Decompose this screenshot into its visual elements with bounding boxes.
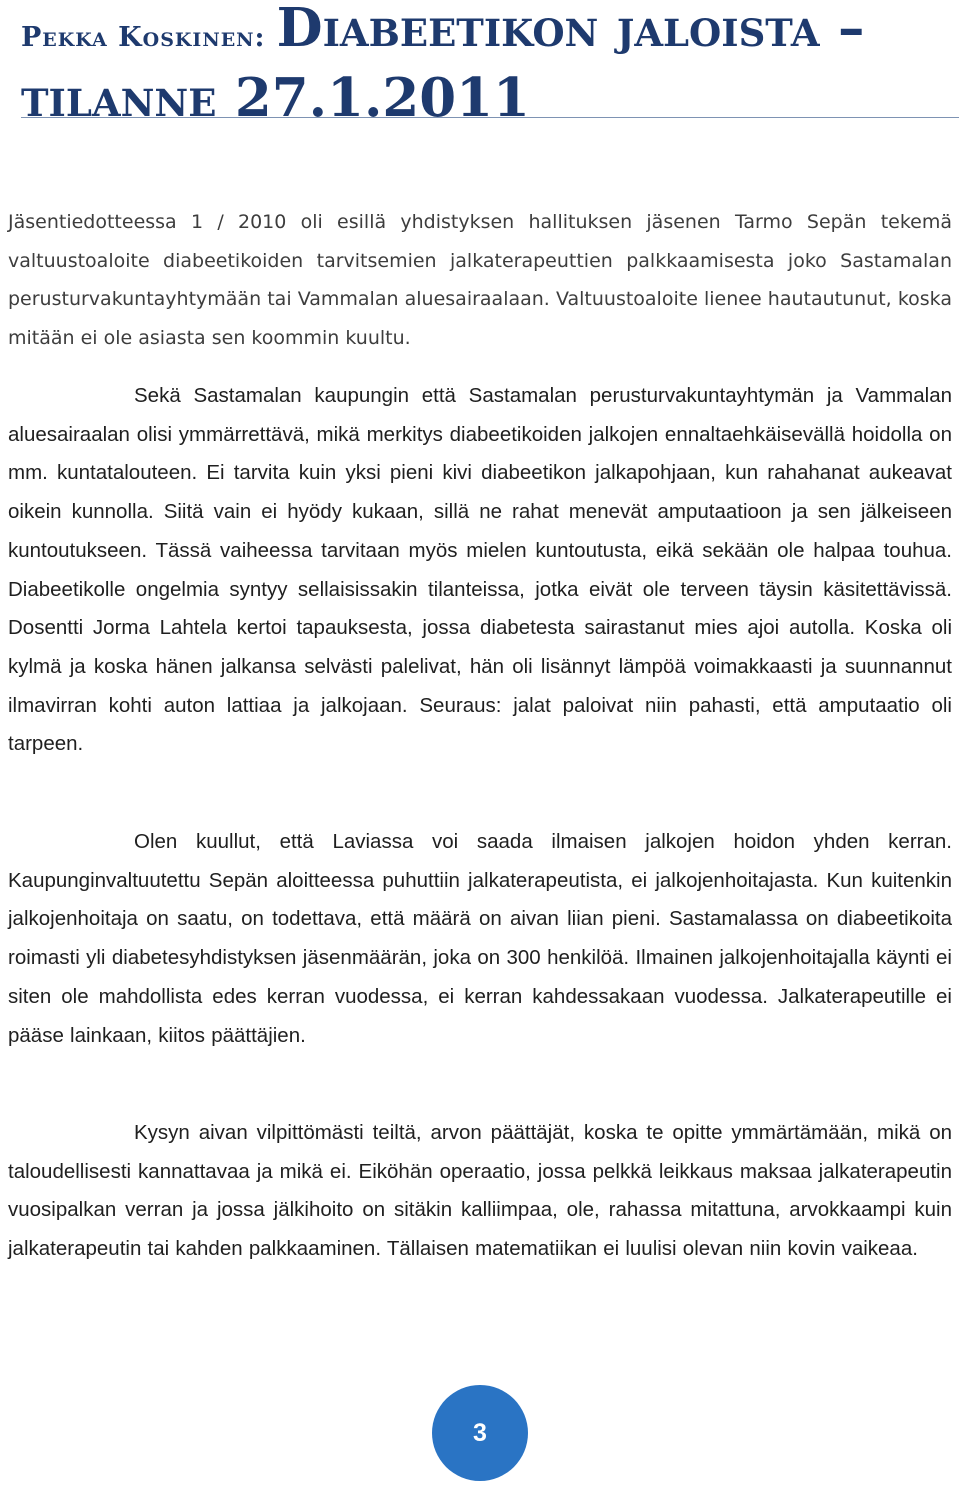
- article-title: [21, 0, 959, 135]
- author-name: Pekka Koskinen:: [21, 22, 266, 53]
- title-divider: [21, 117, 959, 118]
- article-header: [21, 0, 959, 129]
- body-paragraph-1: Sekä Sastamalan kaupungin että Sastamalan perusturvakuntayhtymän ja Vammalan aluesairaalan olisi ymmärrettävä, mikä merkitys diabeetikoiden jalkojen ennaltaehkäisevällä hoidolla on mm. kuntatalouteen. Ei tarvita kuin yksi pieni kivi diabeetikon jalkapohjaan, kun rahahanat aukeavat oikein kunnolla. Siitä vain ei hyödy kukaan, sillä ne rahat menevät amputaatioon ja sen jälkeiseen kuntoutukseen. Tässä vaiheessa tarvitaan myös mielen kuntoutusta, eikä sekään ole halpaa touhua. Diabeetikolle ongelmia syntyy sellaisissakin tilanteissa, jotka eivät ole terveen täysin käsitettävissä. Dosentti Jorma Lahtela kertoi tapauksesta, jossa diabetesta sairastanut mies ajoi autolla. Koska oli kylmä ja koska hänen jalkansa selvästi palelivat, hän oli lisännyt lämpöä voimakkaasti ja suunnannut ilmavirran kohti auton lattiaa ja jalkojaan. Seuraus: jalat paloivat niin pahasti, että amputaatio oli tarpeen.: [8, 384, 952, 756]
- title-text: Diabeetikon jaloista – tilanne 27.1.2011: [21, 0, 865, 129]
- intro-paragraph: Jäsentiedotteessa 1 / 2010 oli esillä yhdistyksen hallituksen jäsenen Tarmo Sepän tekemä valtuustoaloite diabeetikoiden tarvitsemien jalkaterapeuttien palkkaamisesta joko Sastamalan perusturvakuntayhtymään tai Vammalan aluesairaalaan. Valtuustoaloite lienee hautautunut, koska mitään ei ole asiasta sen koommin kuultu.: [8, 211, 952, 349]
- body-paragraph-2: Olen kuullut, että Laviassa voi saada ilmaisen jalkojen hoidon yhden kerran. Kaupunginvaltuutettu Sepän aloitteessa puhuttiin jalkaterapeutista, ei jalkojenhoitajasta. Kun kuitenkin jalkojenhoitaja on saatu, on todettava, että määrä on aivan liian pieni. Sastamalassa on diabeetikoita roimasti yli diabetesyhdistyksen jäsenmäärän, joka on 300 henkilöä. Ilmainen jalkojenhoitajalla käynti ei siten ole mahdollista edes kerran vuodessa, ei kerran kahdessakaan vuodessa. Jalkaterapeutille ei pääse lainkaan, kiitos päättäjien.: [8, 830, 952, 1047]
- page-number-badge: [432, 1385, 528, 1481]
- page-number: 3: [473, 1418, 487, 1447]
- body-paragraph-3: Kysyn aivan vilpittömästi teiltä, arvon päättäjät, koska te opitte ymmärtämään, mikä on taloudellisesti kannattavaa ja mikä ei. Eiköhän operaatio, jossa pelkkä leikkaus maksaa jalkaterapeutin vuosipalkan verran ja jossa jälkihoito on sitäkin kalliimpaa, ole, rahassa mitattuna, arvokkaampi kuin jalkaterapeutin tai kahden palkkaaminen. Tällaisen matematiikan ei luulisi olevan niin kovin vaikeaa.: [8, 1121, 952, 1261]
